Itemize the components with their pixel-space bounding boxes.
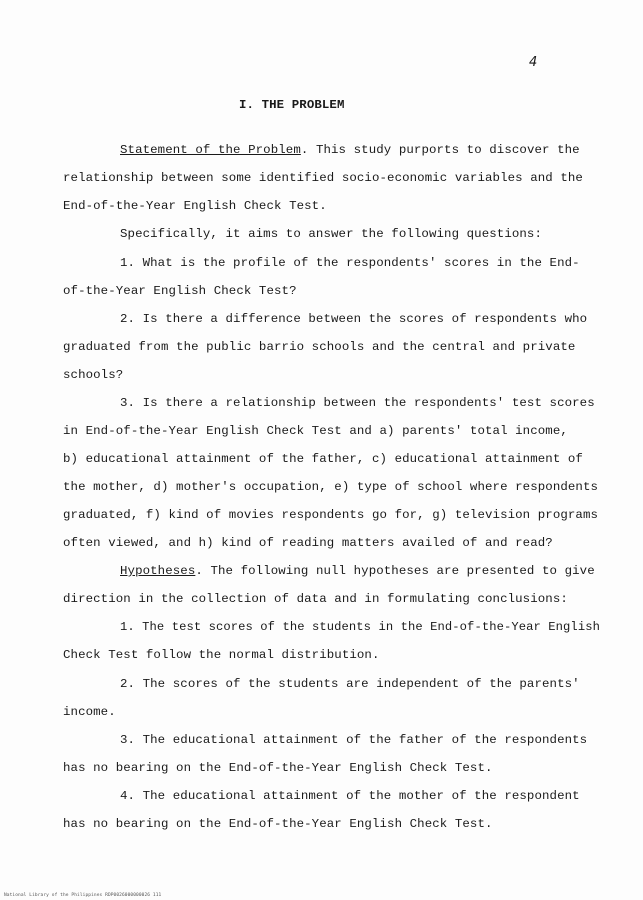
specifically-line: Specifically, it aims to answer the following questions: [120, 227, 542, 241]
hypothesis-2-line-1: 2. The scores of the students are independent of the parents' [120, 677, 580, 691]
hypothesis-1-line-2: Check Test follow the normal distribution. [63, 648, 380, 662]
page-number: 4 [529, 55, 538, 70]
question-3-line-6: often viewed, and h) kind of reading matters availed of and read? [63, 536, 553, 550]
statement-heading: Statement of the Problem [120, 143, 301, 157]
question-2-line-1: 2. Is there a difference between the scores of respondents who [120, 312, 588, 326]
hypothesis-4-line-2: has no bearing on the End-of-the-Year English Check Test. [63, 817, 493, 831]
hypotheses-line-1: Hypotheses. The following null hypotheses are presented to give [120, 564, 595, 578]
archive-footer: National Library of the Philippines RDP0026000000026 111 [4, 893, 162, 898]
hypotheses-heading: Hypotheses [120, 564, 196, 578]
hypothesis-3-line-1: 3. The educational attainment of the father of the respondents [120, 733, 588, 747]
statement-line-2: relationship between some identified socio-economic variables and the [63, 171, 583, 185]
question-3-line-3: b) educational attainment of the father, c) educational attainment of [63, 452, 583, 466]
hypotheses-lead: The following null hypotheses are presented to give [202, 564, 595, 578]
statement-lead: This study purports to discover the [308, 143, 580, 157]
hypothesis-2-line-2: income. [63, 705, 116, 719]
hypotheses-line-2: direction in the collection of data and in formulating conclusions: [63, 592, 568, 606]
hypothesis-4-line-1: 4. The educational attainment of the mother of the respondent [120, 789, 580, 803]
section-title: I. THE PROBLEM [239, 98, 345, 112]
statement-line-3: End-of-the-Year English Check Test. [63, 199, 327, 213]
question-1-line-2: of-the-Year English Check Test? [63, 284, 297, 298]
hypothesis-3-line-2: has no bearing on the End-of-the-Year English Check Test. [63, 761, 493, 775]
question-1-line-1: 1. What is the profile of the respondents' scores in the End- [120, 256, 580, 270]
question-3-line-2: in End-of-the-Year English Check Test and a) parents' total income, [63, 424, 568, 438]
question-3-line-1: 3. Is there a relationship between the respondents' test scores [120, 396, 595, 410]
question-2-line-2: graduated from the public barrio schools and the central and private [63, 340, 576, 354]
question-3-line-4: the mother, d) mother's occupation, e) type of school where respondents [63, 480, 599, 494]
statement-line-1: Statement of the Problem. This study purports to discover the [120, 143, 580, 157]
question-3-line-5: graduated, f) kind of movies respondents go for, g) television programs [63, 508, 599, 522]
question-2-line-3: schools? [63, 368, 124, 382]
hypothesis-1-line-1: 1. The test scores of the students in the End-of-the-Year English [120, 620, 600, 634]
